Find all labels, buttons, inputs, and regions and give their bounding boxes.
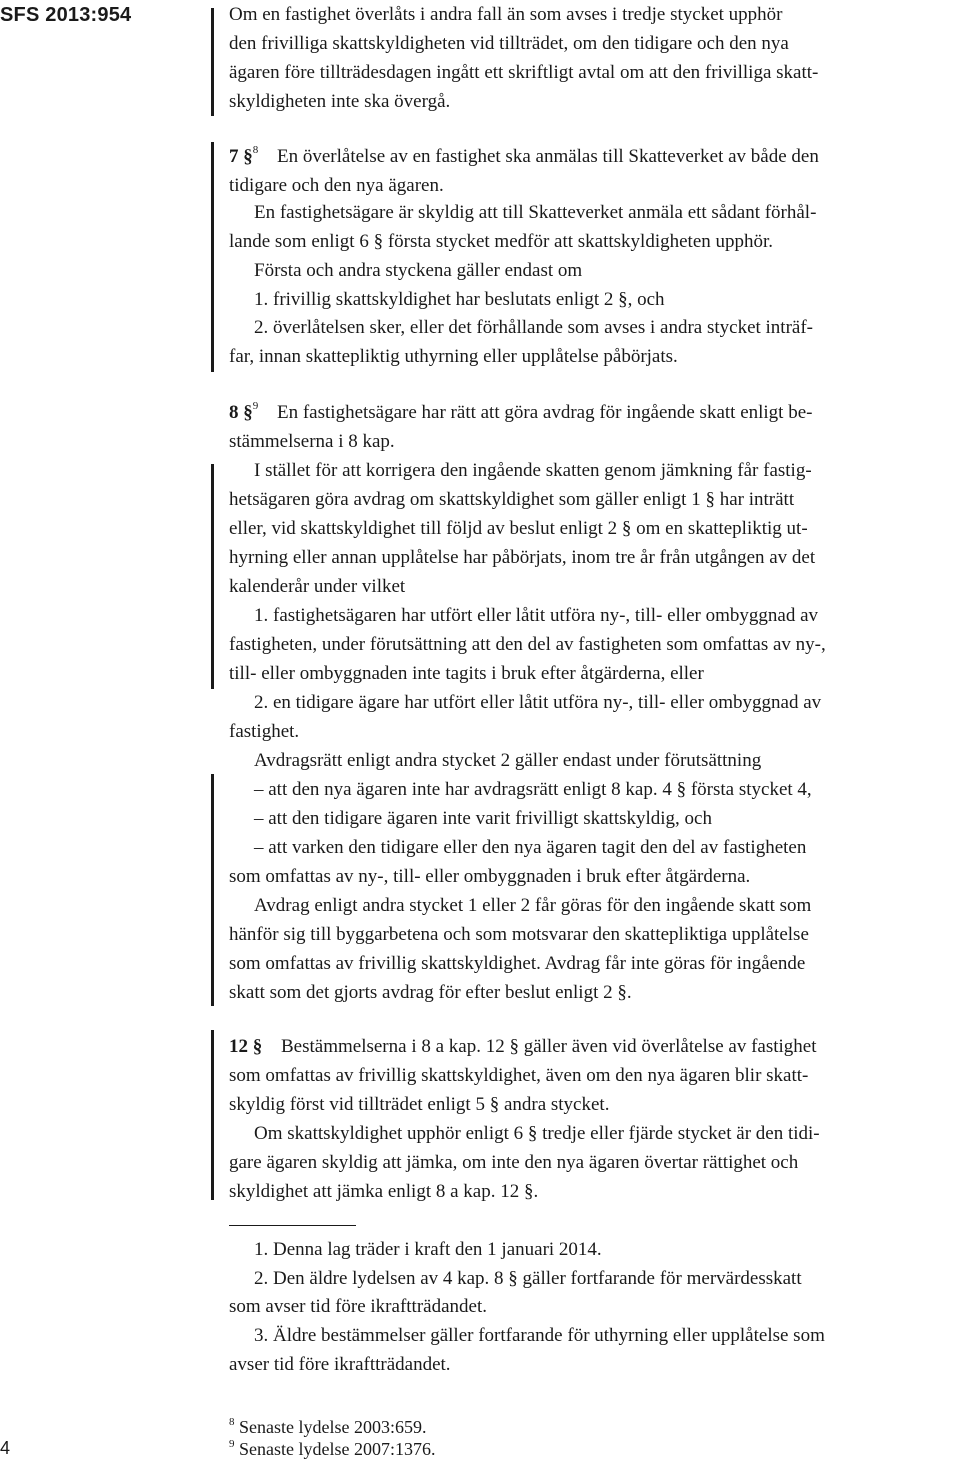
transitional-item: 2. Den äldre lydelsen av 4 kap. 8 § gäller fortfarande för mervärdesskatt xyxy=(254,1268,802,1289)
text-line: Första och andra styckena gäller endast om xyxy=(254,260,583,281)
list-item: 2. överlåtelsen sker, eller det förhållande som avses i andra stycket inträf- xyxy=(254,317,813,338)
section-8-heading-line xyxy=(229,398,957,427)
change-bar xyxy=(211,1030,214,1200)
text-line: gare ägaren skyldig att jämka, om inte den nya ägaren övertar rättighet och xyxy=(229,1152,799,1173)
list-item: 1. frivillig skattskyldighet har beslutats enligt 2 §, och xyxy=(254,289,665,310)
transitional-divider xyxy=(229,1225,356,1226)
dash-item: – att den nya ägaren inte har avdragsrätt enligt 8 kap. 4 § första stycket 4, xyxy=(254,779,812,800)
text-line: fastighet. xyxy=(229,721,300,742)
text-line: Om en fastighet överlåts i andra fall än som avses i tredje stycket upphör xyxy=(229,4,783,25)
text-line: kalenderår under vilket xyxy=(229,576,406,597)
section-number: 12 § xyxy=(229,1036,263,1057)
page-number: 4 xyxy=(0,1438,11,1458)
text-line: som omfattas av ny-, till- eller ombyggnaden i bruk efter åtgärderna. xyxy=(229,866,751,887)
change-bar xyxy=(211,464,214,689)
text-line: Om skattskyldighet upphör enligt 6 § tredje eller fjärde stycket är den tidi- xyxy=(254,1123,820,1144)
section-12-heading-line xyxy=(229,1032,957,1061)
text-line: den frivilliga skattskyldigheten vid tillträdet, om den tidigare och den nya xyxy=(229,33,789,54)
list-item: 1. fastighetsägaren har utfört eller låtit utföra ny-, till- eller ombyggnad av xyxy=(254,605,818,626)
text-line: hyrning eller annan upplåtelse har påbörjats, inom tre år från utgången av det xyxy=(229,547,816,568)
text-line: hetsägaren göra avdrag om skattskyldighet som gäller enligt 1 § har inträtt xyxy=(229,489,795,510)
transitional-item: 3. Äldre bestämmelser gäller fortfarande för uthyrning eller upplåtelse som xyxy=(254,1325,825,1346)
change-bar xyxy=(211,8,214,116)
text-line: som omfattas av frivillig skattskyldighet. Avdrag får inte göras för ingående xyxy=(229,953,806,974)
text-line: till- eller ombyggnaden inte tagits i bruk efter åtgärderna, eller xyxy=(229,663,704,684)
text-line: hänför sig till byggarbetena och som motsvarar den skattepliktiga upplåtelse xyxy=(229,924,809,945)
text-line: fastigheten, under förutsättning att den del av fastigheten som omfattas av ny-, xyxy=(229,634,826,655)
section-number: 8 § xyxy=(229,402,253,423)
text-line: skyldig först vid tillträdet enligt 5 § andra stycket. xyxy=(229,1094,610,1115)
text-line: tidigare och den nya ägaren. xyxy=(229,175,444,196)
section-number: 7 § xyxy=(229,146,253,167)
footnote-reference: 8 xyxy=(252,144,259,156)
text-line: Avdragsrätt enligt andra stycket 2 gäller endast under förutsättning xyxy=(254,750,762,771)
text-line: En fastighetsägare har rätt att göra avdrag för ingående skatt enligt be- xyxy=(277,402,813,423)
text-line: skatt som det gjorts avdrag för efter beslut enligt 2 §. xyxy=(229,982,632,1003)
footnote xyxy=(229,1438,435,1460)
text-line: stämmelserna i 8 kap. xyxy=(229,431,395,452)
text-line: skyldigheten inte ska övergå. xyxy=(229,91,451,112)
text-line: avser tid före ikraftträdandet. xyxy=(229,1354,451,1375)
text-line: Avdrag enligt andra stycket 1 eller 2 får göras för den ingående skatt som xyxy=(254,895,812,916)
list-item: 2. en tidigare ägare har utfört eller låtit utföra ny-, till- eller ombyggnad av xyxy=(254,692,822,713)
footnote-reference: 9 xyxy=(252,400,259,412)
text-line: eller, vid skattskyldighet till följd av beslut enligt 2 § om en skattepliktig ut- xyxy=(229,518,808,539)
text-line: far, innan skattepliktig uthyrning eller upplåtelse påbörjats. xyxy=(229,346,678,367)
transitional-item: 1. Denna lag träder i kraft den 1 januari 2014. xyxy=(254,1239,602,1260)
text-line: skyldighet att jämka enligt 8 a kap. 12 §. xyxy=(229,1181,539,1202)
text-line: En överlåtelse av en fastighet ska anmälas till Skatteverket av både den xyxy=(277,146,819,167)
footnote-mark: 8 xyxy=(229,1416,235,1428)
change-bar xyxy=(211,142,214,372)
text-line: som omfattas av frivillig skattskyldighet, även om den nya ägaren blir skatt- xyxy=(229,1065,809,1086)
text-line: Bestämmelserna i 8 a kap. 12 § gäller även vid överlåtelse av fastighet xyxy=(281,1036,817,1057)
text-line: lande som enligt 6 § första stycket medför att skattskyldigheten upphör. xyxy=(229,231,774,252)
text-line: I stället för att korrigera den ingående skatten genom jämkning får fastig- xyxy=(254,460,812,481)
dash-item: – att varken den tidigare eller den nya ägaren tagit den del av fastigheten xyxy=(254,837,807,858)
text-line: som avser tid före ikraftträdandet. xyxy=(229,1296,487,1317)
text-line: ägaren före tillträdesdagen ingått ett skriftligt avtal om att den frivilliga skatt- xyxy=(229,62,819,83)
dash-item: – att den tidigare ägaren inte varit frivilligt skattskyldig, och xyxy=(254,808,712,829)
footnote-mark: 9 xyxy=(229,1438,235,1450)
change-bar xyxy=(211,774,214,1006)
footnote xyxy=(229,1416,426,1438)
section-7-heading-line xyxy=(229,142,957,171)
text-line: En fastighetsägare är skyldig att till Skatteverket anmäla ett sådant förhål- xyxy=(254,202,817,223)
footnote-text: Senaste lydelse 2007:1376. xyxy=(239,1439,436,1459)
footnote-text: Senaste lydelse 2003:659. xyxy=(239,1417,427,1437)
document-reference: SFS 2013:954 xyxy=(0,4,132,26)
